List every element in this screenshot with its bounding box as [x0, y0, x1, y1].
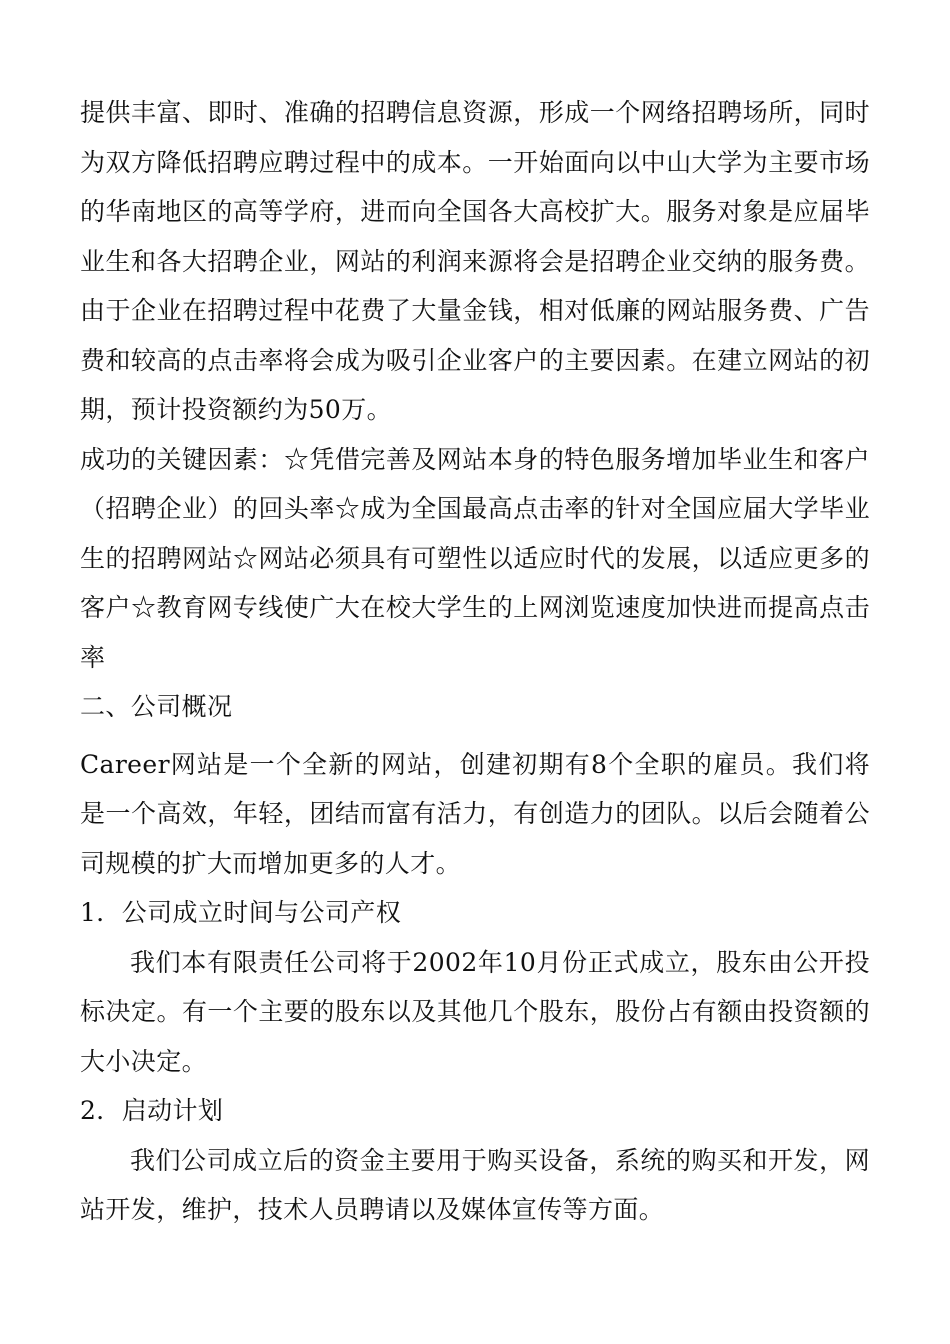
document-page	[80, 88, 870, 1235]
subsection-heading-founding: 1．公司成立时间与公司产权	[80, 898, 402, 927]
founding-paragraph: 我们本有限责任公司将于2002年10月份正式成立，股东由公开投标决定。有一个主要的股东以及其他几个股东，股份占有额由投资额的大小决定。	[80, 947, 870, 1076]
subsection-heading-startup-plan: 2．启动计划	[80, 1096, 224, 1125]
key-factors-paragraph: 成功的关键因素：☆凭借完善及网站本身的特色服务增加毕业生和客户（招聘企业）的回头率☆成为全国最高点击率的针对全国应届大学毕业生的招聘网站☆网站必须具有可塑性以适应时代的发展，以适应更多的客户☆教育网专线使广大在校大学生的上网浏览速度加快进而提高点击率	[80, 444, 870, 672]
startup-plan-paragraph: 我们公司成立后的资金主要用于购买设备，系统的购买和开发，网站开发，维护，技术人员聘请以及媒体宣传等方面。	[80, 1145, 870, 1224]
intro-paragraph: 提供丰富、即时、准确的招聘信息资源，形成一个网络招聘场所，同时为双方降低招聘应聘过程中的成本。一开始面向以中山大学为主要市场的华南地区的高等学府，进而向全国各大高校扩大。服务对象是应届毕业生和各大招聘企业，网站的利润来源将会是招聘企业交纳的服务费。由于企业在招聘过程中花费了大量金钱，相对低廉的网站服务费、广告费和较高的点击率将会成为吸引企业客户的主要因素。在建立网站的初期，预计投资额约为50万。	[80, 98, 870, 424]
section-heading-company-overview: 二、公司概况	[80, 692, 233, 721]
overview-paragraph: Career网站是一个全新的网站，创建初期有8个全职的雇员。我们将是一个高效，年轻，团结而富有活力，有创造力的团队。以后会随着公司规模的扩大而增加更多的人才。	[80, 749, 870, 878]
